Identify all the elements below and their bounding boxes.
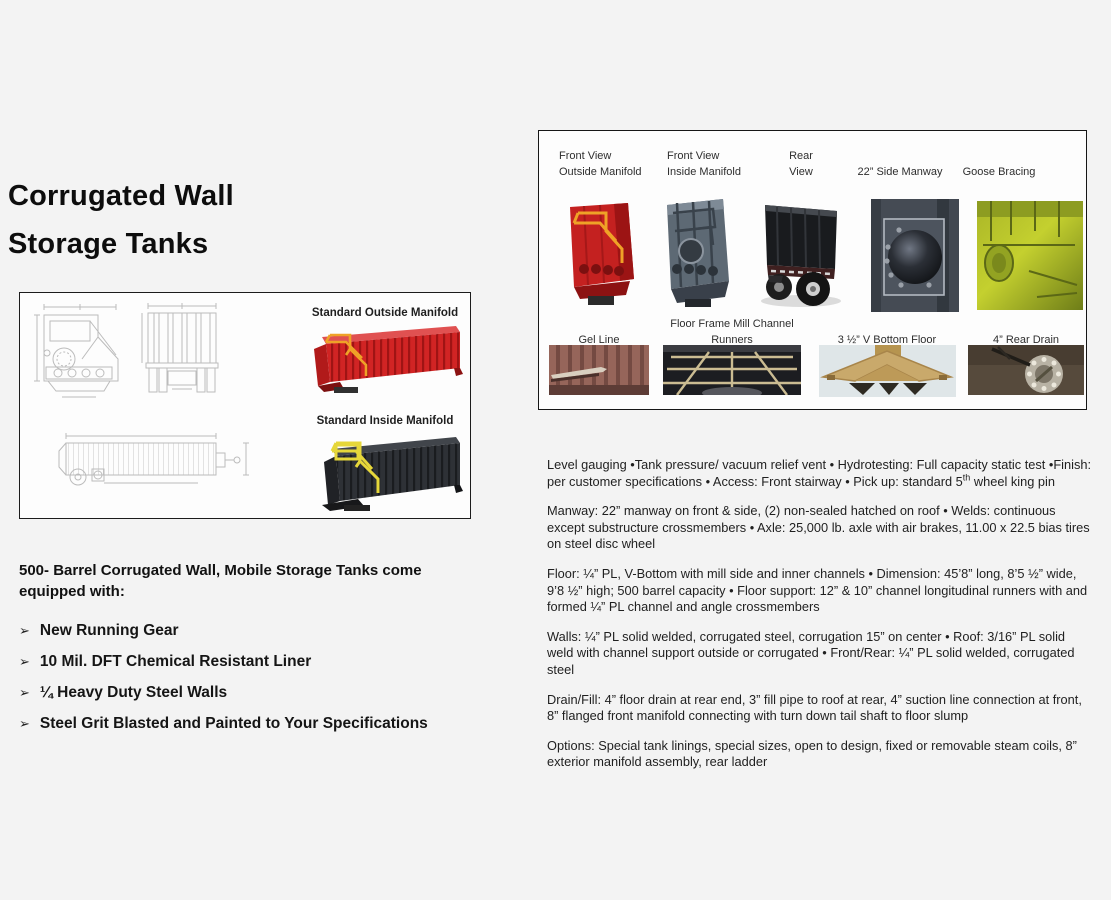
equipped-item (19, 653, 489, 671)
spec-text-column (547, 457, 1094, 784)
gallery-label-rear-drain: 4” Rear Drain (992, 333, 1060, 346)
spec-paragraph-drain-fill: Drain/Fill: 4” floor drain at rear end, 3” fill pipe to roof at rear, 4” suction line connection at front, 8” flanged front manifold connecting with turn down tail shaft to floor slump (547, 691, 1082, 724)
photo-goose-bracing (977, 201, 1083, 310)
spec-paragraph-walls: Walls: ¼” PL solid welded, corrugated steel, corrugation 15” on center • Roof: 3/16” PL solid weld with channel support outside or corrugated • Front/Rear: ¼” PL solid welded, corrugated steel (547, 628, 1075, 677)
tank-rear-drawing (136, 301, 228, 399)
photo-front-outside-manifold (556, 195, 646, 311)
gallery-label-floor-frame-runners: Floor Frame Mill Channel Runners (670, 318, 794, 346)
equipped-item-text: Steel Grit Blasted and Painted to Your Specifications (39, 715, 428, 732)
arrow-bullet-icon: ➢ (19, 685, 30, 700)
equipped-item (19, 715, 489, 733)
photo-front-inside-manifold (655, 193, 739, 313)
arrow-bullet-icon: ➢ (19, 716, 30, 731)
outside-manifold-label: Standard Outside Manifold (311, 307, 459, 319)
gallery-label-rear-view: Rear View (789, 150, 813, 178)
spec-paragraph-manway: Manway: 22” manway on front & side, (2) non-sealed hatched on roof • Welds: continuous except substructure crossmembers • Axle: 25,000 lb. axle with air brakes, 11.00 x 22.5 bias tires on steel disc wheel (547, 503, 1090, 552)
photo-side-manway (871, 199, 959, 312)
equipped-item (19, 622, 489, 640)
gallery-label-front-outside: Front View Outside Manifold (559, 150, 642, 178)
page-title-line2: Storage Tanks (8, 228, 209, 260)
photo-gallery-panel (538, 130, 1087, 410)
equipped-section (19, 560, 489, 746)
photo-rear-view (749, 197, 855, 313)
equipped-item-text: ¼ Heavy Duty Steel Walls (39, 684, 228, 701)
red-tank-render (306, 321, 466, 395)
page-title (8, 172, 234, 268)
equipped-heading: 500- Barrel Corrugated Wall, Mobile Storage Tanks come equipped with: (19, 562, 422, 600)
equipped-item-text: 10 Mil. DFT Chemical Resistant Liner (39, 653, 312, 670)
tank-front-drawing (32, 301, 132, 403)
gallery-label-front-inside: Front View Inside Manifold (667, 150, 741, 178)
photo-rear-drain (968, 345, 1084, 395)
spec-paragraph-general: Level gauging •Tank pressure/ vacuum relief vent • Hydrotesting: Full capacity static test •Finish: per customer specifications • Access: Front stairway • Pick up: standard 5th wheel king pin (547, 457, 1092, 489)
gallery-label-goose-bracing: Goose Bracing (962, 165, 1036, 178)
page-title-line1: Corrugated Wall (8, 180, 234, 212)
gallery-label-gel-line: Gel Line (578, 333, 620, 346)
arrow-bullet-icon: ➢ (19, 654, 30, 669)
spec-paragraph-options: Options: Special tank linings, special sizes, open to design, fixed or removable steam coils, 8” exterior manifold assembly, rear ladder (547, 737, 1077, 770)
tank-side-drawing (48, 429, 264, 495)
charcoal-tank-render (318, 429, 466, 515)
spec-paragraph-floor: Floor: ¼” PL, V-Bottom with mill side and inner channels • Dimension: 45’8” long, 8’5 ½” wide, 9’8 ½” high; 500 barrel capacity • Floor support: 12” & 10” channel longitudinal runners with and formed ¼” PL channel and angle crossmembers (547, 565, 1088, 615)
drawings-figure-panel (19, 292, 471, 519)
photo-v-bottom-floor (819, 345, 956, 397)
inside-manifold-label: Standard Inside Manifold (316, 415, 454, 427)
equipped-item (19, 684, 489, 702)
equipped-list (19, 622, 489, 733)
equipped-item-text: New Running Gear (39, 622, 179, 639)
superscript-th: th (962, 472, 971, 483)
photo-gel-line (549, 345, 649, 395)
photo-floor-frame-runners (663, 345, 801, 395)
gallery-label-side-manway: 22” Side Manway (857, 165, 943, 178)
gallery-label-v-bottom-floor: 3 ½” V Bottom Floor (837, 333, 937, 346)
arrow-bullet-icon: ➢ (19, 623, 30, 638)
